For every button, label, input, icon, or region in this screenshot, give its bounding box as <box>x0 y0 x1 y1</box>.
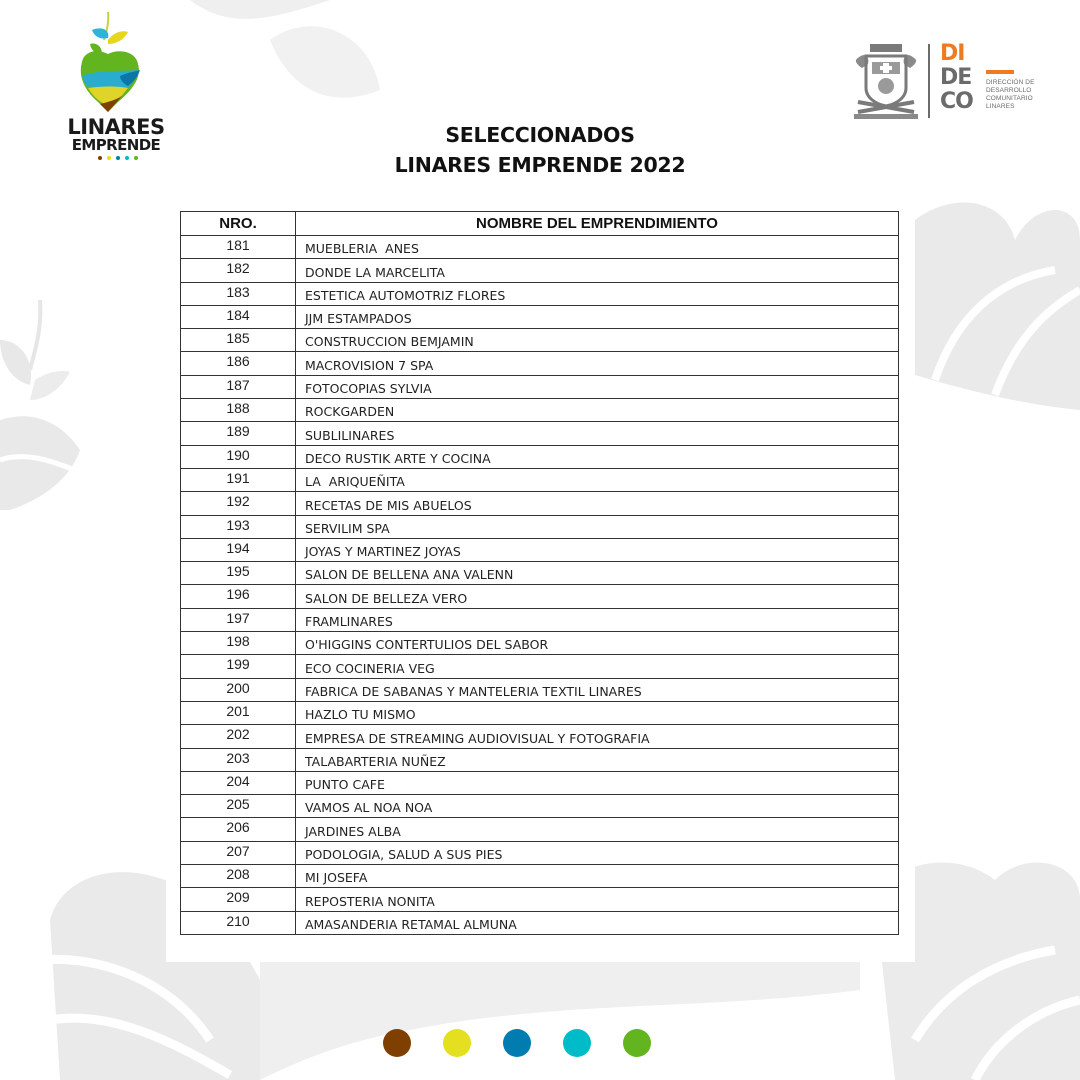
table-row <box>181 655 899 678</box>
table-row <box>181 585 899 608</box>
cell-nro: 181 <box>181 236 296 259</box>
table-row <box>181 608 899 631</box>
cell-nombre: FRAMLINARES <box>296 608 899 631</box>
cell-nombre: CONSTRUCCION BEMJAMIN <box>296 329 899 352</box>
subtitle-line: DIRECCIÓN DE <box>986 79 1035 86</box>
dideco-logo <box>852 42 1052 122</box>
cell-nombre: MI JOSEFA <box>296 865 899 888</box>
cell-nro: 204 <box>181 771 296 794</box>
title-line-2: LINARES EMPRENDE 2022 <box>394 153 686 177</box>
cell-nombre: LA ARIQUEÑITA <box>296 468 899 491</box>
table-row <box>181 282 899 305</box>
cell-nombre: ESTETICA AUTOMOTRIZ FLORES <box>296 282 899 305</box>
cell-nro: 207 <box>181 841 296 864</box>
table-row <box>181 305 899 328</box>
cell-nombre: SERVILIM SPA <box>296 515 899 538</box>
cell-nombre: SALON DE BELLENA ANA VALENN <box>296 562 899 585</box>
cell-nro: 188 <box>181 399 296 422</box>
dideco-subtitle <box>986 79 1035 111</box>
dot-brown <box>98 156 102 160</box>
table-row <box>181 352 899 375</box>
cell-nro: 201 <box>181 701 296 724</box>
dideco-letters-di: DI <box>940 41 965 66</box>
dideco-letters <box>940 42 973 114</box>
dideco-letters-co: CO <box>940 89 973 114</box>
dot-yellow <box>107 156 111 160</box>
cell-nro: 196 <box>181 585 296 608</box>
table-row <box>181 841 899 864</box>
cell-nro: 192 <box>181 492 296 515</box>
cell-nombre: FABRICA DE SABANAS Y MANTELERIA TEXTIL LINARES <box>296 678 899 701</box>
cell-nro: 185 <box>181 329 296 352</box>
cell-nro: 191 <box>181 468 296 491</box>
cell-nombre: SUBLILINARES <box>296 422 899 445</box>
coat-of-arms-icon <box>854 42 918 120</box>
cell-nro: 205 <box>181 795 296 818</box>
cell-nro: 189 <box>181 422 296 445</box>
table-row <box>181 515 899 538</box>
cell-nombre: DONDE LA MARCELITA <box>296 259 899 282</box>
cell-nro: 183 <box>181 282 296 305</box>
dot-blue <box>116 156 120 160</box>
cell-nombre: MUEBLERIA ANES <box>296 236 899 259</box>
cell-nombre: JARDINES ALBA <box>296 818 899 841</box>
cell-nro: 197 <box>181 608 296 631</box>
dot-cyan <box>125 156 129 160</box>
cell-nombre: O'HIGGINS CONTERTULIOS DEL SABOR <box>296 632 899 655</box>
footer-dot-green <box>623 1029 651 1057</box>
table-row <box>181 492 899 515</box>
cell-nro: 200 <box>181 678 296 701</box>
subtitle-line: LINARES <box>986 103 1015 110</box>
footer-color-dots <box>383 1029 651 1057</box>
dideco-letters-de: DE <box>940 65 972 90</box>
table-row <box>181 445 899 468</box>
cell-nro: 210 <box>181 911 296 934</box>
table-row <box>181 259 899 282</box>
table-header-row <box>181 212 899 236</box>
table-row <box>181 329 899 352</box>
table-body <box>181 236 899 935</box>
cell-nombre: ECO COCINERIA VEG <box>296 655 899 678</box>
cell-nro: 202 <box>181 725 296 748</box>
cell-nombre: ROCKGARDEN <box>296 399 899 422</box>
subtitle-line: DESARROLLO <box>986 87 1032 94</box>
cell-nombre: JOYAS Y MARTINEZ JOYAS <box>296 538 899 561</box>
cell-nombre: RECETAS DE MIS ABUELOS <box>296 492 899 515</box>
cell-nro: 199 <box>181 655 296 678</box>
table-row <box>181 678 899 701</box>
cell-nro: 203 <box>181 748 296 771</box>
footer-dot-blue <box>503 1029 531 1057</box>
footer-dot-cyan <box>563 1029 591 1057</box>
cell-nro: 187 <box>181 375 296 398</box>
cell-nombre: PODOLOGIA, SALUD A SUS PIES <box>296 841 899 864</box>
cell-nro: 206 <box>181 818 296 841</box>
cell-nro: 209 <box>181 888 296 911</box>
table-row <box>181 562 899 585</box>
table-row <box>181 701 899 724</box>
cell-nro: 193 <box>181 515 296 538</box>
table-row <box>181 888 899 911</box>
linares-emprende-logo <box>62 12 170 162</box>
table-row <box>181 865 899 888</box>
cell-nombre: SALON DE BELLEZA VERO <box>296 585 899 608</box>
table-row <box>181 399 899 422</box>
table-row <box>181 468 899 491</box>
title-line-1: SELECCIONADOS <box>445 123 635 147</box>
subtitle-line: COMUNITARIO <box>986 95 1033 102</box>
table-row <box>181 422 899 445</box>
column-header-nro: NRO. <box>181 212 296 236</box>
page-title <box>290 120 790 180</box>
logo-divider <box>928 44 930 118</box>
logo-dots <box>98 156 138 160</box>
cell-nombre: MACROVISION 7 SPA <box>296 352 899 375</box>
table-row <box>181 375 899 398</box>
table-row <box>181 911 899 934</box>
table-row <box>181 236 899 259</box>
cell-nro: 182 <box>181 259 296 282</box>
cell-nombre: DECO RUSTIK ARTE Y COCINA <box>296 445 899 468</box>
cell-nombre: REPOSTERIA NONITA <box>296 888 899 911</box>
cell-nombre: EMPRESA DE STREAMING AUDIOVISUAL Y FOTOGRAFIA <box>296 725 899 748</box>
table-row <box>181 725 899 748</box>
table-row <box>181 795 899 818</box>
cell-nro: 184 <box>181 305 296 328</box>
table-row <box>181 818 899 841</box>
cell-nombre: VAMOS AL NOA NOA <box>296 795 899 818</box>
table-row <box>181 632 899 655</box>
watermark-right-heart <box>915 180 1080 420</box>
orange-accent-bar <box>986 70 1014 74</box>
table-row <box>181 538 899 561</box>
cell-nombre: FOTOCOPIAS SYLVIA <box>296 375 899 398</box>
watermark-bottom-center <box>260 950 860 1080</box>
cell-nro: 208 <box>181 865 296 888</box>
cell-nombre: PUNTO CAFE <box>296 771 899 794</box>
cell-nombre: HAZLO TU MISMO <box>296 701 899 724</box>
column-header-nombre: NOMBRE DEL EMPRENDIMIENTO <box>296 212 899 236</box>
watermark-left-sprout <box>0 300 90 510</box>
selected-ventures-table <box>180 211 899 935</box>
logo-text-linares: LINARES <box>67 115 165 139</box>
dot-green <box>134 156 138 160</box>
apple-sprout-icon <box>62 12 170 117</box>
cell-nombre: TALABARTERIA NUÑEZ <box>296 748 899 771</box>
cell-nro: 195 <box>181 562 296 585</box>
table-row <box>181 771 899 794</box>
cell-nro: 194 <box>181 538 296 561</box>
cell-nro: 198 <box>181 632 296 655</box>
cell-nro: 190 <box>181 445 296 468</box>
cell-nombre: AMASANDERIA RETAMAL ALMUNA <box>296 911 899 934</box>
table-row <box>181 748 899 771</box>
footer-dot-brown <box>383 1029 411 1057</box>
footer-dot-yellow <box>443 1029 471 1057</box>
cell-nombre: JJM ESTAMPADOS <box>296 305 899 328</box>
logo-text-emprende: EMPRENDE <box>71 136 161 154</box>
cell-nro: 186 <box>181 352 296 375</box>
